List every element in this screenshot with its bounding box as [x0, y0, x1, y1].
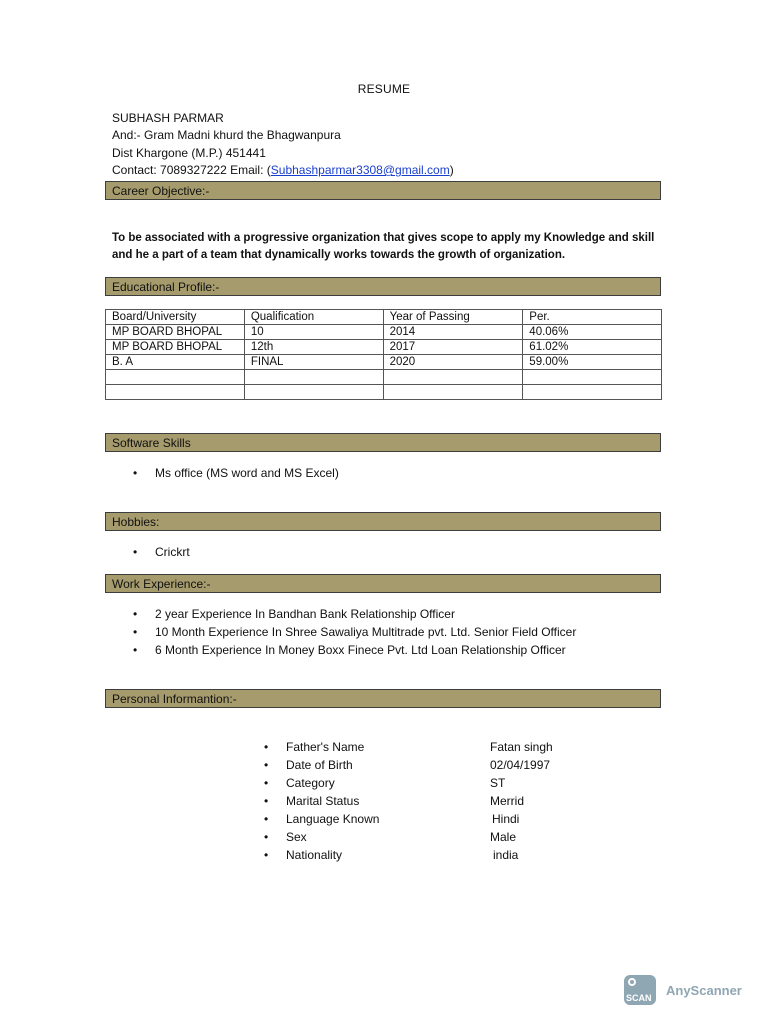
address-line-1: And:- Gram Madni khurd the Bhagwanpura: [112, 128, 341, 142]
scanner-logo-icon: [624, 975, 656, 1005]
table-row: [106, 325, 662, 340]
personal-info-value: Hindi: [492, 812, 520, 826]
section-personal-information-label: Personal Informantion:-: [112, 692, 237, 706]
bullet-icon: •: [133, 545, 138, 559]
table-cell: MP BOARD BHOPAL: [106, 340, 245, 355]
table-cell: 10: [244, 325, 383, 340]
personal-info-row: [264, 828, 584, 846]
table-cell: 2017: [383, 340, 523, 355]
software-skills-list: [133, 464, 339, 482]
bullet-icon: •: [264, 776, 269, 790]
personal-info-list: [264, 738, 584, 864]
bullet-icon: •: [264, 812, 269, 826]
table-cell: MP BOARD BHOPAL: [106, 325, 245, 340]
bullet-icon: •: [264, 848, 269, 862]
personal-info-value: Male: [490, 830, 517, 844]
bullet-icon: •: [133, 466, 138, 480]
section-software-skills-label: Software Skills: [112, 436, 191, 450]
list-item-text: 2 year Experience In Bandhan Bank Relationship Officer: [155, 607, 455, 621]
list-item: [133, 641, 576, 659]
bullet-icon: •: [133, 607, 138, 621]
table-row: [106, 385, 662, 400]
bullet-icon: •: [264, 830, 269, 844]
personal-info-label: Language Known: [286, 812, 380, 826]
personal-info-row: [264, 756, 584, 774]
bullet-icon: •: [264, 794, 269, 808]
table-cell: FINAL: [244, 355, 383, 370]
watermark-brand: AnyScanner: [666, 982, 742, 998]
list-item-text: 10 Month Experience In Shree Sawaliya Multitrade pvt. Ltd. Senior Field Officer: [155, 625, 577, 639]
table-cell: 12th: [244, 340, 383, 355]
table-header-cell: Year of Passing: [383, 310, 523, 325]
address-line-2: Dist Khargone (M.P.) 451441: [112, 146, 266, 160]
personal-info-label: Nationality: [286, 848, 343, 862]
logo-ring: [628, 978, 636, 986]
table-cell: [383, 370, 523, 385]
table-cell: 40.06%: [523, 325, 662, 340]
hobbies-list: [133, 543, 190, 561]
contact-prefix: Contact: 7089327222 Email: (: [112, 163, 271, 177]
education-table: [105, 309, 662, 400]
table-cell: B. A: [106, 355, 245, 370]
section-personal-information: [105, 689, 661, 708]
list-item: [133, 543, 190, 561]
table-cell: 2014: [383, 325, 523, 340]
table-row: [106, 370, 662, 385]
bullet-icon: •: [133, 625, 138, 639]
section-hobbies: [105, 512, 661, 531]
contact-line: [112, 162, 454, 178]
bullet-icon: •: [264, 758, 269, 772]
table-cell: [244, 370, 383, 385]
section-work-experience: [105, 574, 661, 593]
bullet-icon: •: [133, 643, 138, 657]
personal-info-label: Father's Name: [286, 740, 365, 754]
table-cell: [106, 370, 245, 385]
list-item-text: 6 Month Experience In Money Boxx Finece Pvt. Ltd Loan Relationship Officer: [155, 643, 566, 657]
personal-info-label: Sex: [286, 830, 307, 844]
personal-info-row: [264, 774, 584, 792]
table-cell: [106, 385, 245, 400]
table-header-cell: Per.: [523, 310, 662, 325]
list-item: [133, 464, 339, 482]
section-work-experience-label: Work Experience:-: [112, 577, 211, 591]
list-item-text: Crickrt: [155, 545, 190, 559]
personal-info-row: [264, 738, 584, 756]
list-item: [133, 623, 576, 641]
personal-info-value: ST: [490, 776, 506, 790]
work-experience-list: [133, 605, 576, 659]
table-cell: [523, 385, 662, 400]
table-header-cell: Qualification: [244, 310, 383, 325]
personal-info-value: 02/04/1997: [490, 758, 551, 772]
table-header-row: [106, 310, 662, 325]
personal-info-row: [264, 810, 584, 828]
table-cell: 59.00%: [523, 355, 662, 370]
bullet-icon: •: [264, 740, 269, 754]
table-cell: 2020: [383, 355, 523, 370]
personal-info-label: Date of Birth: [286, 758, 353, 772]
contact-suffix: ): [449, 163, 454, 177]
personal-info-value: india: [493, 848, 519, 862]
personal-info-row: [264, 846, 584, 864]
candidate-name: SUBHASH PARMAR: [112, 111, 224, 125]
list-item: [133, 605, 576, 623]
table-cell: [523, 370, 662, 385]
section-hobbies-label: Hobbies:: [112, 515, 160, 529]
table-header-cell: Board/University: [106, 310, 245, 325]
personal-info-label: Category: [286, 776, 335, 790]
personal-info-row: [264, 792, 584, 810]
list-item-text: Ms office (MS word and MS Excel): [155, 466, 339, 480]
personal-info-label: Marital Status: [286, 794, 360, 808]
anyscanner-watermark: [624, 975, 742, 1005]
logo-text: SCAN: [626, 993, 652, 1003]
personal-info-value: Fatan singh: [490, 740, 553, 754]
career-objective-text: To be associated with a progressive organization that gives scope to apply my Knowledge and skill and he a part of a team that dynamically works towards the growth of organization.: [112, 232, 655, 261]
table-cell: 61.02%: [523, 340, 662, 355]
section-educational-profile: [105, 277, 661, 296]
section-career-objective-label: Career Objective:-: [112, 184, 210, 198]
table-cell: [244, 385, 383, 400]
section-educational-profile-label: Educational Profile:-: [112, 280, 220, 294]
table-row: [106, 355, 662, 370]
table-row: [106, 340, 662, 355]
email-link[interactable]: Subhashparmar3308@gmail.com: [270, 163, 450, 177]
section-career-objective: [105, 181, 661, 200]
section-software-skills: [105, 433, 661, 452]
table-cell: [383, 385, 523, 400]
personal-info-value: Merrid: [490, 794, 525, 808]
resume-title: RESUME: [357, 82, 411, 96]
